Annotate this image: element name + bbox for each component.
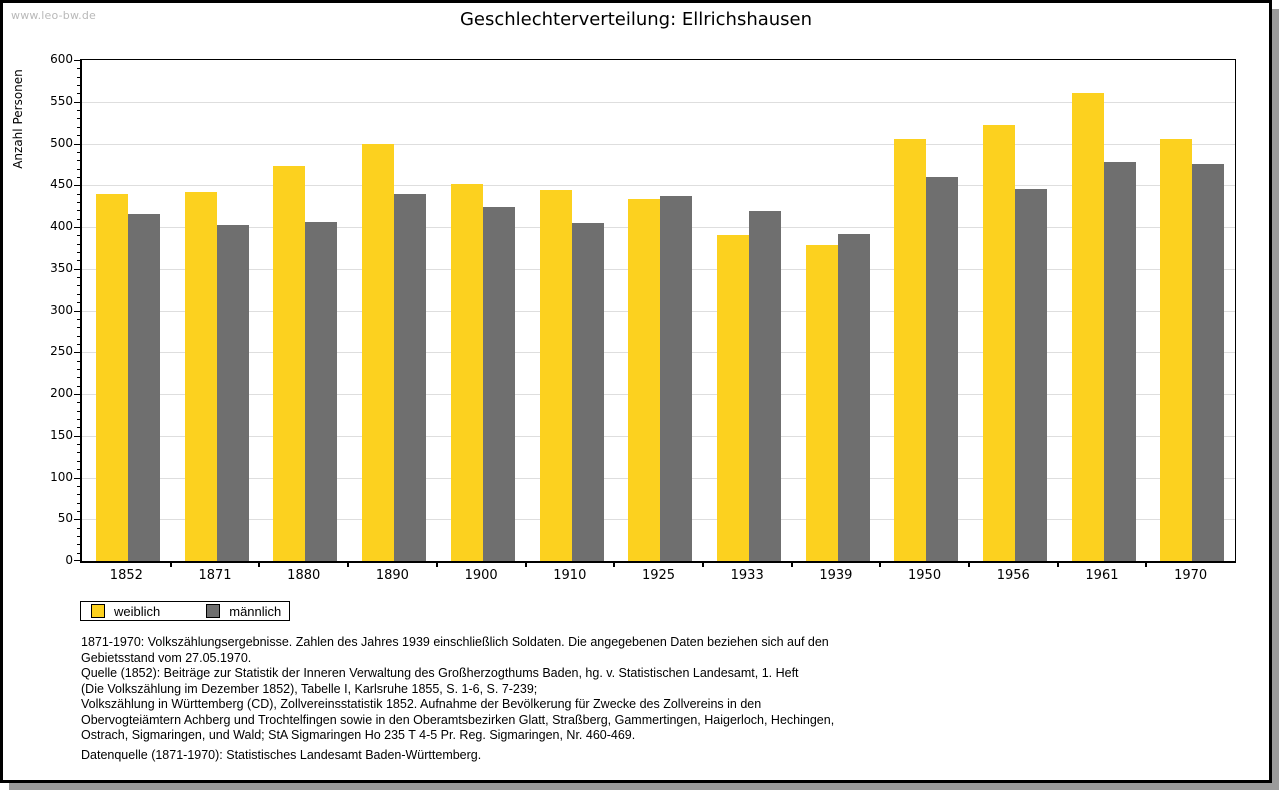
x-tick-label: 1970 [1174, 568, 1208, 583]
bar-weiblich-1852 [96, 194, 128, 561]
y-minor-tick [77, 219, 80, 220]
x-tick-label: 1961 [1085, 568, 1119, 583]
footer-line: Gebietsstand vom 27.05.1970. [81, 650, 252, 665]
x-tick-label: 1956 [996, 568, 1030, 583]
y-minor-tick [77, 411, 80, 412]
legend-box [80, 601, 290, 621]
y-tick-label: 600 [50, 52, 73, 66]
bar-männlich-1852 [128, 214, 160, 561]
y-minor-tick [77, 277, 80, 278]
x-tick-label: 1890 [375, 568, 409, 583]
bar-männlich-1880 [305, 222, 337, 561]
y-minor-tick [77, 202, 80, 203]
y-tick-label: 250 [50, 344, 73, 359]
y-minor-tick [77, 260, 80, 261]
x-tick-label: 1950 [908, 568, 942, 583]
x-tick-label: 1880 [287, 568, 321, 583]
y-minor-tick [77, 110, 80, 111]
legend-item-weiblich [91, 604, 160, 619]
y-minor-tick [77, 528, 80, 529]
bar-weiblich-1890 [362, 144, 394, 562]
footer-datasource: Datenquelle (1871-1970): Statistisches Landesamt Baden-Württemberg. [81, 748, 482, 762]
site-url-watermark: www.leo-bw.de [11, 9, 97, 22]
x-boundary-tick [1145, 562, 1147, 567]
y-minor-tick [77, 361, 80, 362]
bar-männlich-1933 [749, 211, 781, 561]
y-major-tick [74, 227, 80, 228]
y-minor-tick [77, 244, 80, 245]
legend-label: weiblich [114, 603, 161, 619]
footer-line: Obervogteiämtern Achberg und Trochtelfingen sowie in den Oberamtsbezirken Glatt, Straßberg, Gammertingen, Haigerloch, Hechingen, [81, 712, 835, 727]
x-tick-label: 1871 [198, 568, 232, 583]
y-tick-label: 400 [50, 219, 73, 233]
y-minor-tick [77, 68, 80, 69]
y-minor-tick [77, 294, 80, 295]
y-minor-tick [77, 302, 80, 303]
y-tick-label: 100 [50, 469, 73, 484]
y-tick-label: 300 [50, 302, 73, 317]
x-boundary-tick [968, 562, 970, 567]
y-major-tick [74, 519, 80, 520]
y-minor-tick [77, 77, 80, 78]
y-minor-tick [77, 452, 80, 453]
y-minor-tick [77, 469, 80, 470]
y-minor-tick [77, 210, 80, 211]
y-tick-label: 50 [57, 511, 73, 526]
y-tick-label: 450 [50, 177, 73, 192]
x-boundary-tick [170, 562, 172, 567]
bar-männlich-1890 [394, 194, 426, 561]
y-minor-tick [77, 511, 80, 512]
y-minor-tick [77, 553, 80, 554]
gridline [82, 102, 1235, 103]
plot-area [80, 59, 1236, 563]
x-boundary-tick [1057, 562, 1059, 567]
bar-weiblich-1939 [806, 245, 838, 561]
y-minor-tick [77, 194, 80, 195]
bar-weiblich-1900 [451, 184, 483, 561]
footer-line: 1871-1970: Volkszählungsergebnisse. Zahlen des Jahres 1939 einschließlich Soldaten. Die angegebenen Daten beziehen sich auf den [81, 635, 829, 649]
bar-weiblich-1956 [983, 125, 1015, 561]
legend-swatch-weiblich [91, 604, 105, 618]
y-minor-tick [77, 419, 80, 420]
y-minor-tick [77, 118, 80, 119]
bar-weiblich-1880 [273, 166, 305, 561]
y-tick-label: 350 [50, 260, 73, 275]
x-boundary-tick [525, 562, 527, 567]
y-major-tick [74, 269, 80, 270]
x-tick-label: 1933 [730, 568, 764, 583]
y-minor-tick [77, 344, 80, 345]
y-tick-label: 500 [50, 135, 73, 150]
y-major-tick [74, 60, 80, 61]
y-minor-tick [77, 327, 80, 328]
footer-line: Quelle (1852): Beiträge zur Statistik der Inneren Verwaltung des Großherzogthums Baden, hg. v. Statistischen Landesamt, 1. Heft [81, 666, 799, 680]
x-boundary-tick [613, 562, 615, 567]
gridline [82, 144, 1235, 145]
bar-männlich-1871 [217, 225, 249, 562]
y-minor-tick [77, 544, 80, 545]
x-tick-label: 1910 [553, 568, 587, 583]
y-minor-tick [77, 427, 80, 428]
y-major-tick [74, 478, 80, 479]
y-tick-label: 550 [50, 93, 73, 108]
y-minor-tick [77, 386, 80, 387]
y-minor-tick [77, 177, 80, 178]
y-minor-tick [77, 169, 80, 170]
footer-line: (Die Volkszählung im Dezember 1852), Tabelle I, Karlsruhe 1855, S. 1-6, S. 7-239; [81, 681, 538, 696]
y-minor-tick [77, 160, 80, 161]
y-minor-tick [77, 494, 80, 495]
footer-source-notes [81, 635, 941, 744]
gridline [82, 185, 1235, 186]
y-minor-tick [77, 336, 80, 337]
bar-weiblich-1933 [717, 235, 749, 561]
y-tick-label: 0 [65, 553, 73, 567]
bar-männlich-1950 [926, 177, 958, 561]
y-minor-tick [77, 85, 80, 86]
y-minor-tick [77, 486, 80, 487]
y-axis-label: Anzahl Personen [11, 69, 25, 169]
x-boundary-tick [347, 562, 349, 567]
y-minor-tick [77, 377, 80, 378]
y-minor-tick [77, 127, 80, 128]
bar-weiblich-1871 [185, 192, 217, 561]
x-tick-label: 1852 [109, 568, 143, 583]
bar-weiblich-1961 [1072, 93, 1104, 561]
bar-männlich-1956 [1015, 189, 1047, 561]
y-minor-tick [77, 319, 80, 320]
x-boundary-tick [791, 562, 793, 567]
y-minor-tick [77, 135, 80, 136]
y-major-tick [74, 436, 80, 437]
x-boundary-tick [879, 562, 881, 567]
chart-title: Geschlechterverteilung: Ellrichshausen [459, 9, 813, 30]
y-minor-tick [77, 252, 80, 253]
y-major-tick [74, 560, 80, 561]
y-minor-tick [77, 369, 80, 370]
x-tick-label: 1939 [819, 568, 853, 583]
y-major-tick [74, 311, 80, 312]
x-boundary-tick [702, 562, 704, 567]
x-boundary-tick [258, 562, 260, 567]
x-tick-label: 1925 [641, 568, 676, 583]
y-major-tick [74, 102, 80, 103]
legend-swatch-männlich [206, 604, 220, 618]
bar-männlich-1900 [483, 207, 515, 561]
y-major-tick [74, 185, 80, 186]
y-minor-tick [77, 235, 80, 236]
y-major-tick [74, 394, 80, 395]
y-minor-tick [77, 536, 80, 537]
bar-männlich-1961 [1104, 162, 1136, 561]
y-minor-tick [77, 152, 80, 153]
bar-weiblich-1925 [628, 199, 660, 561]
legend-item-männlich [206, 604, 281, 619]
y-minor-tick [77, 285, 80, 286]
bar-weiblich-1970 [1160, 139, 1192, 562]
y-minor-tick [77, 503, 80, 504]
y-minor-tick [77, 93, 80, 94]
bar-männlich-1910 [572, 223, 604, 561]
bar-männlich-1939 [838, 234, 870, 561]
y-major-tick [74, 352, 80, 353]
y-major-tick [74, 144, 80, 145]
bar-weiblich-1950 [894, 139, 926, 562]
bar-männlich-1925 [660, 196, 692, 561]
legend-label: männlich [229, 603, 282, 619]
y-tick-label: 200 [50, 386, 73, 400]
footer-line: Volkszählung in Württemberg (CD), Zollvereinsstatistik 1852. Aufnahme der Bevölkerung für Zwecke des Zollvereins in den [81, 697, 762, 711]
y-minor-tick [77, 402, 80, 403]
y-minor-tick [77, 461, 80, 462]
x-tick-label: 1900 [464, 568, 498, 583]
footer-line: Ostrach, Sigmaringen, und Wald; StA Sigmaringen Ho 235 T 4-5 Pr. Reg. Sigmaringen, Nr. 460-469. [81, 728, 636, 742]
y-minor-tick [77, 444, 80, 445]
y-tick-label: 150 [50, 427, 73, 442]
x-boundary-tick [436, 562, 438, 567]
bar-weiblich-1910 [540, 190, 572, 561]
bar-männlich-1970 [1192, 164, 1224, 561]
